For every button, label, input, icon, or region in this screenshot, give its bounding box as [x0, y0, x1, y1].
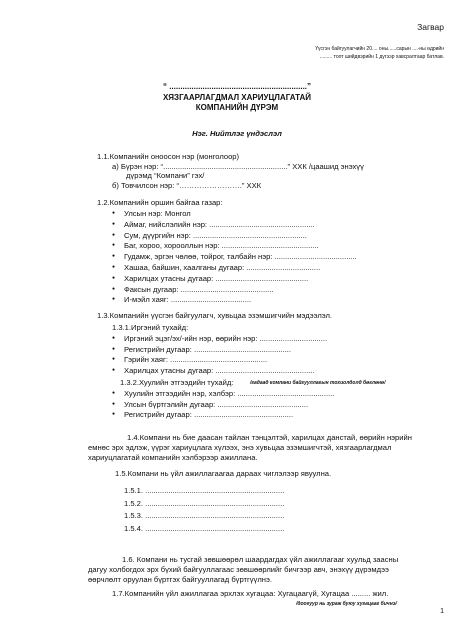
bullet-icon: ●	[112, 242, 116, 249]
citizen-field: Иргэний эцэг/эх/-ийн нэр, өөрийн нэр: ................................	[124, 334, 328, 343]
address-field: И-мэйл хаяг: ......................................	[124, 295, 252, 305]
bullet-icon: ●	[112, 400, 116, 407]
section-1-4-line1: 1.4.Компани нь бие даасан тайлан тэнцэлтэй, харилцах данстай, өөрийн нэрийн	[127, 433, 412, 442]
approval-note-line2: ......... тоот шийдвэрийн 1 дүгээр хавсралтаар батлав.	[319, 54, 444, 60]
bullet-icon: ●	[112, 285, 116, 292]
bullet-icon: ●	[112, 356, 116, 363]
page-number: 1	[440, 608, 444, 615]
chapter-heading: Нэг. Нийтлэг үндэслэл	[192, 129, 282, 138]
address-field: Гудамж, эргэн чөлөө, тойрог, талбайн нэр: .......................................	[124, 252, 357, 262]
address-field: Баг, хороо, хорооллын нэр: ..............................................	[124, 241, 319, 251]
section-1-3-2-note: /гадаад компани байгууллагын тохиолдолд бөглөнө/	[250, 380, 386, 386]
bullet-icon: ●	[112, 345, 116, 352]
bullet-icon: ●	[112, 231, 116, 238]
address-field: Харилцах утасны дугаар: ............................................	[124, 273, 309, 283]
bullet-icon: ●	[112, 274, 116, 281]
citizen-field: Харилцах утасны дугаар: ...............................................	[124, 365, 315, 375]
bullet-icon: ●	[112, 390, 116, 396]
activity-item: 1.5.1. ..................................................................	[124, 486, 285, 495]
approval-note-line1: Үүсгэн байгуулагчийн 20.... оны......сарын ....-ны өдрийн	[315, 46, 444, 52]
section-1-2-heading: 1.2.Компанийн оршин байгаа газар:	[97, 198, 223, 207]
address-field: Сум, дүүргийн нэр: ......................................................	[124, 230, 307, 240]
address-field: Хашаа, байшин, хаалганы дугаар: ...................................	[124, 263, 321, 272]
citizen-field: Регистрийн дугаар: ..............................................	[124, 344, 292, 354]
section-1-6-line3: өөрчлөлт оруулан бүртгэх байгууллагад бүртгүүлнэ.	[88, 575, 272, 584]
template-label: Загвар	[417, 22, 444, 32]
bullet-icon: ●	[112, 220, 116, 227]
section-1-7-line: 1.7.Компанийн үйл ажиллагаа эрхлэх хугацаа: Хугацаагүй, Хугацаа ......... жил.	[112, 589, 389, 598]
section-1-5-heading: 1.5.Компани нь үйл ажиллагаагаа дараах чиглэлээр явуулна.	[115, 469, 332, 478]
citizen-field: Гэрийн хаяг: ..............................................	[124, 355, 268, 365]
legal-entity-field: Регистрийн дугаар: ...............................................	[124, 410, 294, 420]
section-1-1-short-name: б) Товчилсон нэр: “…………………….” ХХК	[112, 181, 262, 190]
section-1-6-line2: дагуу холбогдох эрх бүхий байгууллагаас зөвшөөрлийг бичгээр авч, энэхүү дүрэмдээ	[88, 565, 389, 574]
bullet-icon: ●	[112, 264, 116, 270]
bullet-icon: ●	[112, 253, 116, 260]
bullet-icon: ●	[112, 296, 116, 303]
legal-entity-field: Хуулийн этгээдийн нэр, хэлбэр: ..............................................	[124, 389, 335, 398]
bullet-icon: ●	[112, 411, 116, 418]
activity-item: 1.5.2. ..................................................................	[124, 498, 285, 508]
activity-item: 1.5.3. ..................................................................	[124, 511, 285, 520]
bullet-icon: ●	[112, 335, 116, 341]
section-1-7-note: /доогуур нь зураж буюу хугацааг бичнэ/	[296, 601, 397, 607]
section-1-3-1-heading: 1.3.1.Иргэний тухайд:	[112, 323, 189, 332]
section-1-6-line1: 1.6. Компани нь тусгай зөвшөөрөл шаардагдах үйл ажиллагааг хуульд заасны	[122, 555, 399, 564]
section-1-1-full-name: а) Бүрэн нэр: “...........................................................” ХХК /цаашид энэхүү	[112, 162, 364, 171]
document-title-line2: КОМПАНИЙН ДҮРЭМ	[195, 103, 279, 112]
bullet-icon: ●	[112, 210, 116, 216]
section-1-1-heading: 1.1.Компанийн оноосон нэр (монголоор)	[97, 152, 240, 161]
section-1-1-full-name-cont: дүрэмд “Компани” гэх/	[126, 171, 205, 180]
bullet-icon: ●	[112, 366, 116, 373]
address-field: Улсын нэр: Монгол	[124, 209, 191, 218]
address-field: Факсын дугаар: ............................................	[124, 284, 274, 294]
section-1-3-2-heading: 1.3.2.Хуулийн этгээдийн тухайд:	[120, 378, 234, 387]
activity-item: 1.5.4. ..................................................................	[124, 523, 285, 533]
document-title-line1: ХЯЗГААРЛАГДМАЛ ХАРИУЦЛАГАТАЙ	[162, 93, 312, 102]
section-1-4-line3: хариуцлагатай компанийн хэлбэрээр ажиллана.	[88, 453, 258, 462]
section-1-3-heading: 1.3.Компанийн үүсгэн байгуулагч, хувьцаа эзэмшигчийн мэдээлэл.	[97, 311, 333, 320]
address-field: Аймаг, нийслэлийн нэр: ..................................................	[124, 219, 315, 229]
legal-entity-field: Улсын бүртгэлийн дугаар: ...........................................	[124, 399, 309, 409]
section-1-4-line2: емнөс эрх эдлэж, үүрэг хариуцлага хүлээх, энэ хувьцаа эзэмшигчтэй, хязгаарлагдмал	[88, 443, 392, 452]
company-name-quote: “ ..............................................................”	[162, 82, 312, 91]
